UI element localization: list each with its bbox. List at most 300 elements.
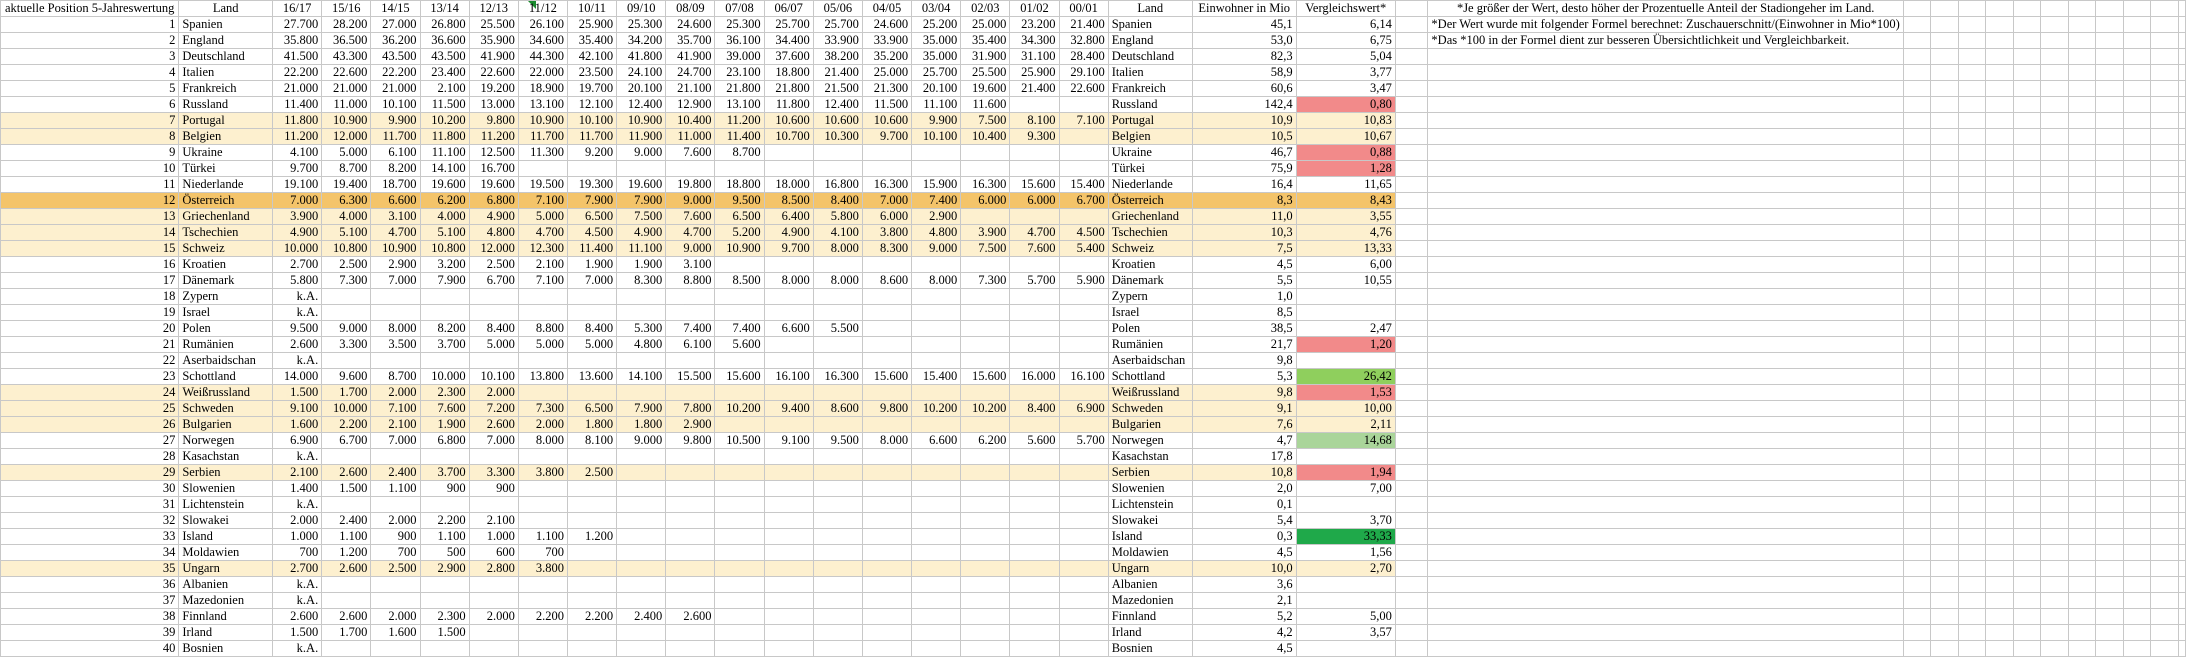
cell-attendance[interactable] [518,641,567,657]
empty-cell[interactable] [2096,449,2123,465]
cell-attendance[interactable] [469,625,518,641]
empty-cell[interactable] [1931,273,1958,289]
cell-vergleichswert[interactable] [1296,289,1395,305]
empty-cell[interactable] [2013,465,2040,481]
empty-cell[interactable] [1395,625,1428,641]
cell-land[interactable]: Tschechien [179,225,273,241]
empty-cell[interactable] [2013,337,2040,353]
empty-cell[interactable] [1986,417,2013,433]
cell-attendance[interactable] [912,561,961,577]
empty-cell[interactable] [2068,49,2095,65]
cell-attendance[interactable]: 7.300 [322,273,371,289]
cell-attendance[interactable] [371,353,420,369]
cell-attendance[interactable] [420,353,469,369]
cell-attendance[interactable] [666,577,715,593]
cell-attendance[interactable] [961,145,1010,161]
cell-attendance[interactable]: 5.100 [420,225,469,241]
cell-attendance[interactable]: 15.600 [862,369,911,385]
cell-position[interactable]: 20 [1,321,179,337]
cell-einwohner[interactable]: 53,0 [1192,33,1296,49]
cell-attendance[interactable]: 9.900 [371,113,420,129]
empty-cell[interactable] [1958,433,1985,449]
cell-attendance[interactable]: 1.200 [567,529,616,545]
cell-attendance[interactable]: 21.400 [1059,17,1108,33]
cell-attendance[interactable] [420,641,469,657]
cell-attendance[interactable] [813,561,862,577]
empty-cell[interactable] [2123,145,2150,161]
empty-cell[interactable] [1931,145,1958,161]
cell-attendance[interactable]: 21.400 [1010,81,1059,97]
cell-attendance[interactable]: 900 [469,481,518,497]
cell-attendance[interactable] [469,289,518,305]
cell-attendance[interactable] [1059,385,1108,401]
cell-attendance[interactable] [1059,609,1108,625]
empty-cell[interactable] [1958,609,1985,625]
cell-land-2[interactable]: Schottland [1108,369,1192,385]
empty-cell[interactable] [1931,33,1958,49]
cell-attendance[interactable] [371,577,420,593]
cell-vergleichswert[interactable]: 2,70 [1296,561,1395,577]
cell-attendance[interactable] [617,161,666,177]
cell-attendance[interactable]: 1.900 [617,257,666,273]
empty-cell[interactable] [1931,465,1958,481]
empty-cell[interactable] [2123,545,2150,561]
cell-attendance[interactable]: 41.800 [617,49,666,65]
cell-attendance[interactable]: 1.200 [322,545,371,561]
cell-land[interactable]: Irland [179,625,273,641]
empty-cell[interactable] [1986,17,2013,33]
empty-cell[interactable] [2151,353,2179,369]
empty-cell[interactable] [1428,81,1903,97]
cell-attendance[interactable] [862,337,911,353]
cell-attendance[interactable] [862,577,911,593]
empty-cell[interactable] [1395,497,1428,513]
cell-attendance[interactable]: 11.100 [617,241,666,257]
empty-cell[interactable] [2068,465,2095,481]
cell-attendance[interactable] [764,353,813,369]
cell-attendance[interactable] [1059,209,1108,225]
cell-attendance[interactable]: 23.200 [1010,17,1059,33]
empty-cell[interactable] [1903,225,1930,241]
cell-einwohner[interactable]: 82,3 [1192,49,1296,65]
empty-cell[interactable] [2041,609,2068,625]
empty-cell[interactable] [2068,193,2095,209]
empty-cell[interactable] [2123,641,2150,657]
cell-attendance[interactable]: 33.900 [862,33,911,49]
cell-attendance[interactable]: 19.800 [666,177,715,193]
cell-attendance[interactable] [813,513,862,529]
cell-attendance[interactable] [518,449,567,465]
empty-cell[interactable] [1903,545,1930,561]
cell-attendance[interactable] [1059,641,1108,657]
cell-attendance[interactable] [961,497,1010,513]
empty-cell[interactable] [1903,1,1930,17]
cell-attendance[interactable] [1010,321,1059,337]
empty-cell[interactable] [1428,289,1903,305]
cell-attendance[interactable]: 4.100 [813,225,862,241]
empty-cell[interactable] [1903,289,1930,305]
empty-cell[interactable] [1958,97,1985,113]
cell-attendance[interactable] [961,513,1010,529]
cell-attendance[interactable]: 11.800 [764,97,813,113]
cell-attendance[interactable]: 1.600 [371,625,420,641]
cell-attendance[interactable]: 25.000 [862,65,911,81]
empty-cell[interactable] [1986,593,2013,609]
empty-cell[interactable] [1986,545,2013,561]
empty-cell[interactable] [1986,49,2013,65]
empty-cell[interactable] [1395,17,1428,33]
empty-cell[interactable] [2041,241,2068,257]
cell-attendance[interactable]: 6.200 [420,193,469,209]
cell-land[interactable]: Dänemark [179,273,273,289]
cell-attendance[interactable]: 2.700 [273,257,322,273]
cell-attendance[interactable] [1059,481,1108,497]
empty-cell[interactable] [1958,545,1985,561]
cell-attendance[interactable] [961,353,1010,369]
empty-cell[interactable] [2068,337,2095,353]
empty-cell[interactable] [2179,257,2186,273]
empty-cell[interactable] [2151,401,2179,417]
cell-einwohner[interactable]: 5,3 [1192,369,1296,385]
cell-attendance[interactable] [1059,289,1108,305]
cell-attendance[interactable]: 2.000 [371,609,420,625]
cell-land-2[interactable]: Belgien [1108,129,1192,145]
cell-attendance[interactable]: 3.100 [666,257,715,273]
empty-cell[interactable] [2096,145,2123,161]
cell-land-2[interactable]: Serbien [1108,465,1192,481]
cell-attendance[interactable] [1059,305,1108,321]
cell-position[interactable]: 6 [1,97,179,113]
cell-attendance[interactable]: 8.600 [813,401,862,417]
cell-attendance[interactable]: 22.000 [518,65,567,81]
cell-attendance[interactable]: 10.200 [715,401,764,417]
header-season[interactable]: 05/06 [813,1,862,17]
cell-attendance[interactable]: 2.200 [567,609,616,625]
cell-attendance[interactable]: 10.100 [912,129,961,145]
cell-attendance[interactable] [862,257,911,273]
cell-attendance[interactable] [666,529,715,545]
cell-attendance[interactable]: 7.900 [567,193,616,209]
cell-attendance[interactable]: 8.000 [813,273,862,289]
cell-position[interactable]: 34 [1,545,179,561]
cell-attendance[interactable]: 22.600 [322,65,371,81]
cell-attendance[interactable] [764,609,813,625]
cell-attendance[interactable]: 10.900 [617,113,666,129]
cell-attendance[interactable] [912,417,961,433]
cell-attendance[interactable]: 700 [273,545,322,561]
empty-cell[interactable] [2096,561,2123,577]
empty-cell[interactable] [2151,209,2179,225]
empty-cell[interactable] [2151,369,2179,385]
empty-cell[interactable] [2151,481,2179,497]
empty-cell[interactable] [1931,97,1958,113]
cell-attendance[interactable]: 12.900 [666,97,715,113]
cell-attendance[interactable] [1010,353,1059,369]
cell-einwohner[interactable]: 17,8 [1192,449,1296,465]
cell-attendance[interactable] [1010,577,1059,593]
empty-cell[interactable] [1903,609,1930,625]
empty-cell[interactable] [2096,417,2123,433]
cell-land[interactable]: Zypern [179,289,273,305]
empty-cell[interactable] [1395,513,1428,529]
cell-attendance[interactable]: 4.900 [469,209,518,225]
cell-einwohner[interactable]: 7,5 [1192,241,1296,257]
header-season[interactable]: 06/07 [764,1,813,17]
empty-cell[interactable] [2151,545,2179,561]
cell-land-2[interactable]: Österreich [1108,193,1192,209]
cell-attendance[interactable] [1059,417,1108,433]
empty-cell[interactable] [2179,497,2186,513]
cell-land-2[interactable]: Albanien [1108,577,1192,593]
cell-attendance[interactable]: 22.200 [371,65,420,81]
cell-attendance[interactable]: 15.600 [1010,177,1059,193]
cell-attendance[interactable]: 19.700 [567,81,616,97]
empty-cell[interactable] [1428,129,1903,145]
empty-cell[interactable] [2013,417,2040,433]
cell-position[interactable]: 10 [1,161,179,177]
cell-attendance[interactable]: 500 [420,545,469,561]
cell-attendance[interactable] [1059,625,1108,641]
empty-cell[interactable] [2041,369,2068,385]
empty-cell[interactable] [2179,17,2186,33]
empty-cell[interactable] [1395,465,1428,481]
cell-position[interactable]: 24 [1,385,179,401]
cell-attendance[interactable]: 2.100 [469,513,518,529]
cell-land[interactable]: Schottland [179,369,273,385]
empty-cell[interactable] [2123,321,2150,337]
cell-attendance[interactable]: 10.900 [322,113,371,129]
empty-cell[interactable] [2179,529,2186,545]
cell-attendance[interactable] [764,593,813,609]
cell-attendance[interactable]: 2.600 [273,337,322,353]
empty-cell[interactable] [2068,369,2095,385]
cell-attendance[interactable]: 4.700 [371,225,420,241]
empty-cell[interactable] [2179,225,2186,241]
empty-cell[interactable] [2013,209,2040,225]
empty-cell[interactable] [1931,257,1958,273]
cell-attendance[interactable] [518,497,567,513]
cell-vergleichswert[interactable]: 33,33 [1296,529,1395,545]
empty-cell[interactable] [2151,513,2179,529]
cell-attendance[interactable] [1010,161,1059,177]
cell-attendance[interactable]: 8.400 [567,321,616,337]
cell-attendance[interactable] [961,561,1010,577]
empty-cell[interactable] [1931,305,1958,321]
cell-land-2[interactable]: Mazedonien [1108,593,1192,609]
cell-attendance[interactable] [1010,449,1059,465]
cell-attendance[interactable]: 25.900 [1010,65,1059,81]
empty-cell[interactable] [2179,369,2186,385]
empty-cell[interactable] [1428,113,1903,129]
cell-attendance[interactable]: 28.400 [1059,49,1108,65]
cell-attendance[interactable]: 10.000 [273,241,322,257]
empty-cell[interactable] [2013,433,2040,449]
empty-cell[interactable] [2179,577,2186,593]
empty-cell[interactable] [2013,561,2040,577]
cell-attendance[interactable] [715,449,764,465]
cell-attendance[interactable]: 2.600 [666,609,715,625]
cell-attendance[interactable]: 19.500 [518,177,567,193]
empty-cell[interactable] [2041,449,2068,465]
empty-cell[interactable] [2041,561,2068,577]
cell-attendance[interactable]: 1.900 [567,257,616,273]
empty-cell[interactable] [1931,49,1958,65]
empty-cell[interactable] [2068,321,2095,337]
cell-attendance[interactable]: 20.100 [617,81,666,97]
empty-cell[interactable] [1986,641,2013,657]
cell-attendance[interactable]: 9.800 [862,401,911,417]
empty-cell[interactable] [1958,625,1985,641]
cell-position[interactable]: 35 [1,561,179,577]
cell-attendance[interactable]: 7.600 [1010,241,1059,257]
cell-attendance[interactable] [764,465,813,481]
empty-cell[interactable] [2013,321,2040,337]
cell-attendance[interactable] [518,625,567,641]
cell-attendance[interactable]: 2.200 [322,417,371,433]
empty-cell[interactable] [2179,545,2186,561]
cell-einwohner[interactable]: 4,5 [1192,257,1296,273]
cell-attendance[interactable] [764,529,813,545]
empty-cell[interactable] [1903,257,1930,273]
empty-cell[interactable] [2013,193,2040,209]
cell-position[interactable]: 30 [1,481,179,497]
cell-attendance[interactable] [617,481,666,497]
cell-attendance[interactable] [1059,465,1108,481]
cell-attendance[interactable]: 10.100 [469,369,518,385]
cell-land-2[interactable]: Dänemark [1108,273,1192,289]
cell-attendance[interactable] [469,593,518,609]
cell-einwohner[interactable]: 10,5 [1192,129,1296,145]
cell-attendance[interactable]: 2.600 [322,609,371,625]
empty-cell[interactable] [2179,305,2186,321]
cell-attendance[interactable] [715,609,764,625]
cell-land[interactable]: Ungarn [179,561,273,577]
empty-cell[interactable] [2068,545,2095,561]
empty-cell[interactable] [2123,497,2150,513]
empty-cell[interactable] [1395,81,1428,97]
cell-land-2[interactable]: Bosnien [1108,641,1192,657]
cell-einwohner[interactable]: 142,4 [1192,97,1296,113]
cell-attendance[interactable]: 35.700 [666,33,715,49]
empty-cell[interactable] [2151,97,2179,113]
cell-einwohner[interactable]: 5,5 [1192,273,1296,289]
cell-attendance[interactable] [961,209,1010,225]
cell-attendance[interactable] [1010,513,1059,529]
cell-position[interactable]: 8 [1,129,179,145]
empty-cell[interactable] [2151,257,2179,273]
cell-attendance[interactable] [912,145,961,161]
empty-cell[interactable] [1958,305,1985,321]
empty-cell[interactable] [2041,593,2068,609]
empty-cell[interactable] [2123,289,2150,305]
cell-attendance[interactable] [567,513,616,529]
cell-attendance[interactable] [322,577,371,593]
cell-attendance[interactable]: 9.100 [273,401,322,417]
cell-attendance[interactable]: 900 [371,529,420,545]
empty-cell[interactable] [1428,545,1903,561]
cell-attendance[interactable]: 3.300 [469,465,518,481]
empty-cell[interactable] [2151,225,2179,241]
empty-cell[interactable] [2179,593,2186,609]
empty-cell[interactable] [1986,369,2013,385]
empty-cell[interactable] [2179,129,2186,145]
cell-land-2[interactable]: Zypern [1108,289,1192,305]
empty-cell[interactable] [1986,513,2013,529]
empty-cell[interactable] [2068,1,2095,17]
cell-attendance[interactable] [813,289,862,305]
empty-cell[interactable] [1428,337,1903,353]
empty-cell[interactable] [1986,289,2013,305]
cell-attendance[interactable] [764,641,813,657]
cell-attendance[interactable] [862,465,911,481]
cell-attendance[interactable]: 11.400 [273,97,322,113]
cell-position[interactable]: 36 [1,577,179,593]
empty-cell[interactable] [2041,161,2068,177]
empty-cell[interactable] [2013,641,2040,657]
cell-attendance[interactable]: 25.200 [912,17,961,33]
empty-cell[interactable] [2151,577,2179,593]
cell-attendance[interactable]: 29.100 [1059,65,1108,81]
cell-attendance[interactable]: 2.300 [420,609,469,625]
empty-cell[interactable] [2179,417,2186,433]
empty-cell[interactable] [1958,241,1985,257]
cell-attendance[interactable] [912,161,961,177]
cell-attendance[interactable]: 6.100 [666,337,715,353]
empty-cell[interactable] [2123,273,2150,289]
empty-cell[interactable] [2096,353,2123,369]
empty-cell[interactable] [1903,209,1930,225]
header-season[interactable]: 09/10 [617,1,666,17]
empty-cell[interactable] [1903,369,1930,385]
cell-attendance[interactable] [666,305,715,321]
empty-cell[interactable] [1903,193,1930,209]
empty-cell[interactable] [1395,417,1428,433]
empty-cell[interactable] [1395,65,1428,81]
empty-cell[interactable] [2041,641,2068,657]
empty-cell[interactable] [2151,433,2179,449]
cell-vergleichswert[interactable]: 0,80 [1296,97,1395,113]
empty-cell[interactable] [2179,609,2186,625]
cell-attendance[interactable]: 18.900 [518,81,567,97]
cell-vergleichswert[interactable]: 10,00 [1296,401,1395,417]
empty-cell[interactable] [1395,289,1428,305]
empty-cell[interactable] [1903,305,1930,321]
cell-attendance[interactable]: 2.000 [273,513,322,529]
empty-cell[interactable] [1428,417,1903,433]
empty-cell[interactable] [2013,289,2040,305]
cell-attendance[interactable]: 24.700 [666,65,715,81]
empty-cell[interactable] [2179,65,2186,81]
cell-attendance[interactable]: 36.600 [420,33,469,49]
empty-cell[interactable] [1931,225,1958,241]
empty-cell[interactable] [1903,145,1930,161]
cell-attendance[interactable]: 9.000 [322,321,371,337]
empty-cell[interactable] [1931,369,1958,385]
cell-attendance[interactable]: 7.800 [666,401,715,417]
cell-einwohner[interactable]: 0,1 [1192,497,1296,513]
header-season[interactable]: 00/01 [1059,1,1108,17]
cell-attendance[interactable]: 11.200 [273,129,322,145]
cell-attendance[interactable]: 10.900 [518,113,567,129]
cell-attendance[interactable]: 10.200 [961,401,1010,417]
empty-cell[interactable] [1395,529,1428,545]
cell-einwohner[interactable]: 9,8 [1192,353,1296,369]
cell-attendance[interactable]: 31.100 [1010,49,1059,65]
cell-attendance[interactable]: 5.500 [813,321,862,337]
empty-cell[interactable] [1958,321,1985,337]
cell-position[interactable]: 31 [1,497,179,513]
cell-attendance[interactable]: 19.600 [961,81,1010,97]
